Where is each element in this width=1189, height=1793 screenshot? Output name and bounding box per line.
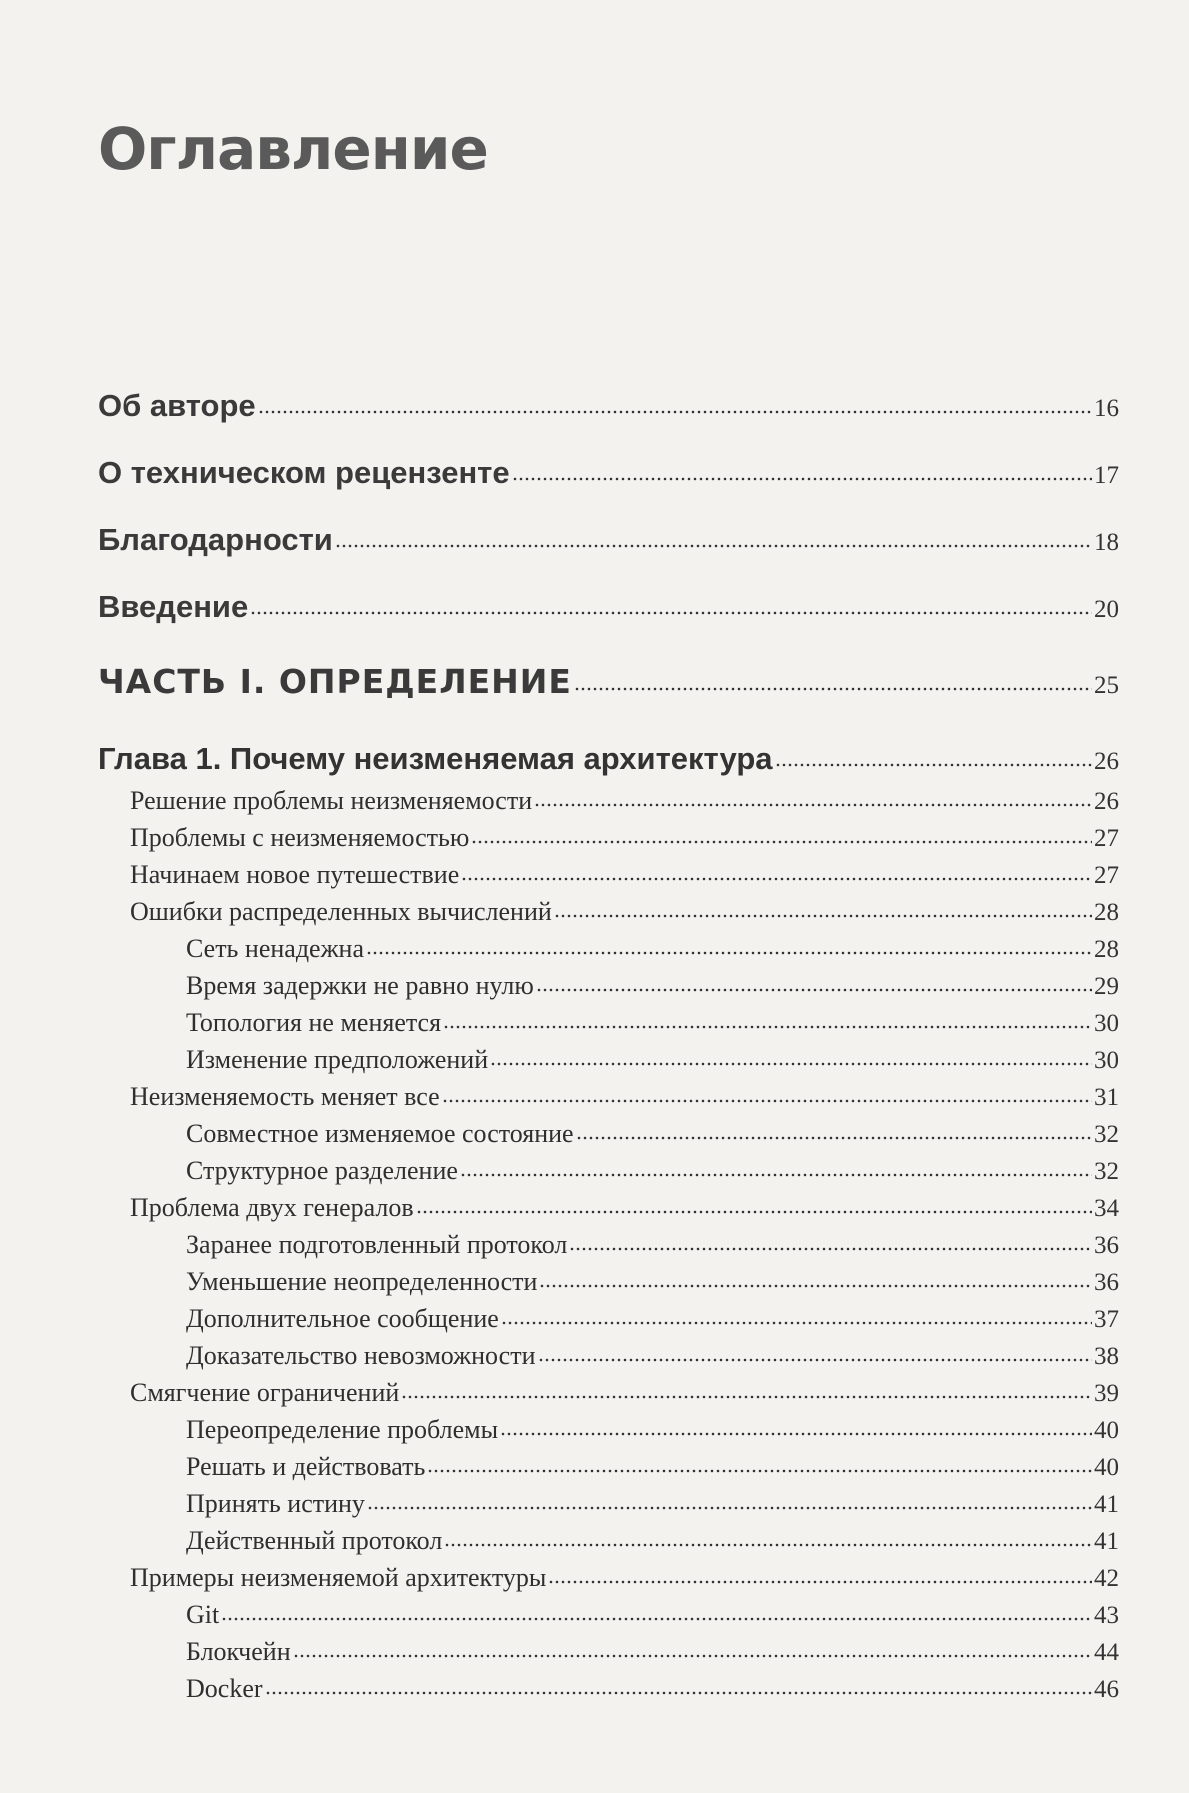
toc-subsection-entry[interactable] xyxy=(186,1341,1119,1371)
toc-entry-page: 20 xyxy=(1094,596,1119,623)
dot-leader xyxy=(501,1311,1092,1327)
dot-leader xyxy=(366,941,1092,957)
dot-leader xyxy=(461,867,1092,883)
toc-entry-page: 26 xyxy=(1094,788,1119,815)
toc-entry-label: Дополнительное сообщение xyxy=(186,1304,499,1333)
toc-section-entry[interactable] xyxy=(130,823,1119,853)
dot-leader xyxy=(500,1422,1092,1438)
dot-leader xyxy=(534,793,1092,809)
dot-leader xyxy=(554,904,1092,920)
toc-entry-label: Заранее подготовленный протокол xyxy=(186,1230,568,1259)
toc-entry-page: 36 xyxy=(1094,1232,1119,1259)
toc-entry-label: Структурное разделение xyxy=(186,1156,458,1185)
dot-leader xyxy=(401,1385,1092,1401)
dot-leader xyxy=(221,1607,1092,1623)
toc-entry-page: 41 xyxy=(1094,1528,1119,1555)
dot-leader xyxy=(250,601,1092,617)
toc-subsection-entry[interactable] xyxy=(186,1304,1119,1334)
toc-entry-page: 34 xyxy=(1094,1195,1119,1222)
toc-entry[interactable] xyxy=(98,455,1119,491)
toc-entry-label: Проблема двух генералов xyxy=(130,1193,414,1222)
dot-leader xyxy=(442,1089,1092,1105)
dot-leader xyxy=(490,1052,1092,1068)
toc-entry-label: Неизменяемость меняет все xyxy=(130,1082,440,1111)
toc-section-entry[interactable] xyxy=(130,786,1119,816)
toc-entry-label: Решать и действовать xyxy=(186,1452,426,1481)
toc-section-entry[interactable] xyxy=(130,1378,1119,1408)
toc-entry-label: Начинаем новое путешествие xyxy=(130,860,460,889)
dot-leader xyxy=(538,1348,1093,1364)
toc-entry-label: Изменение предположений xyxy=(186,1045,489,1074)
toc-subsection-entry[interactable] xyxy=(186,1008,1119,1038)
toc-entry-label: Проблемы с неизменяемостью xyxy=(130,823,470,852)
toc-entry-page: 18 xyxy=(1094,529,1119,556)
toc-section-entry[interactable] xyxy=(130,1563,1119,1593)
dot-leader xyxy=(574,677,1092,693)
toc-chapter-entry[interactable] xyxy=(98,741,1119,777)
toc-entry-label: Топология не меняется xyxy=(186,1008,442,1037)
toc-subsection-entry[interactable] xyxy=(186,1489,1119,1519)
toc-part-entry[interactable] xyxy=(98,662,1119,701)
toc-subsection-entry[interactable] xyxy=(186,1600,1119,1630)
toc-entry-label: Совместное изменяемое состояние xyxy=(186,1119,574,1148)
toc-entry-label: Действенный протокол xyxy=(186,1526,443,1555)
toc-entry-label: Сеть ненадежна xyxy=(186,934,365,963)
dot-leader xyxy=(536,978,1092,994)
toc-entry-label: ЧАСТЬ I. ОПРЕДЕЛЕНИЕ xyxy=(98,662,572,701)
toc-entry-label: Благодарности xyxy=(98,522,333,557)
toc-entry-page: 37 xyxy=(1094,1306,1119,1333)
toc-subsection-entry[interactable] xyxy=(186,1415,1119,1445)
toc-subsection-entry[interactable] xyxy=(186,1045,1119,1075)
toc-entry-page: 27 xyxy=(1094,862,1119,889)
toc-entry-page: 38 xyxy=(1094,1343,1119,1370)
toc-entry-page: 41 xyxy=(1094,1491,1119,1518)
toc-entry-label: Переопределение проблемы xyxy=(186,1415,499,1444)
toc-entry-page: 28 xyxy=(1094,899,1119,926)
toc-section-entry[interactable] xyxy=(130,897,1119,927)
dot-leader xyxy=(416,1200,1092,1216)
toc-entry-label: О техническом рецензенте xyxy=(98,455,510,490)
toc-entry-label: Примеры неизменяемой архитектуры xyxy=(130,1563,547,1592)
toc-subsection-entry[interactable] xyxy=(186,1119,1119,1149)
toc-entry-page: 26 xyxy=(1094,748,1119,775)
toc-subsection-entry[interactable] xyxy=(186,934,1119,964)
toc-entry-page: 30 xyxy=(1094,1047,1119,1074)
toc-entry[interactable] xyxy=(98,589,1119,625)
toc-entry-label: Блокчейн xyxy=(186,1637,291,1666)
toc-entry-label: Решение проблемы неизменяемости xyxy=(130,786,533,815)
toc-entry-page: 25 xyxy=(1094,672,1119,699)
toc-entry-label: Docker xyxy=(186,1674,263,1703)
dot-leader xyxy=(576,1126,1092,1142)
dot-leader xyxy=(569,1237,1092,1253)
toc-entry-label: Принять истину xyxy=(186,1489,365,1518)
toc-entry-label: Об авторе xyxy=(98,388,256,423)
dot-leader xyxy=(775,753,1093,769)
dot-leader xyxy=(293,1644,1092,1660)
toc-section-entry[interactable] xyxy=(130,1082,1119,1112)
dot-leader xyxy=(427,1459,1092,1475)
toc-entry[interactable] xyxy=(98,522,1119,558)
toc-entry-label: Смягчение ограничений xyxy=(130,1378,400,1407)
dot-leader xyxy=(265,1681,1092,1697)
toc-section-entry[interactable] xyxy=(130,1193,1119,1223)
dot-leader xyxy=(335,534,1092,550)
toc-entry-page: 28 xyxy=(1094,936,1119,963)
toc-entry-label: Доказательство невозможности xyxy=(186,1341,536,1370)
dot-leader xyxy=(367,1496,1092,1512)
toc-entry-label: Глава 1. Почему неизменяемая архитектура xyxy=(98,741,773,776)
toc-entry-page: 42 xyxy=(1094,1565,1119,1592)
toc-entry-page: 40 xyxy=(1094,1417,1119,1444)
dot-leader xyxy=(460,1163,1092,1179)
toc-subsection-entry[interactable] xyxy=(186,1156,1119,1186)
toc-entry-page: 40 xyxy=(1094,1454,1119,1481)
dot-leader xyxy=(444,1533,1092,1549)
toc-entry-page: 31 xyxy=(1094,1084,1119,1111)
dot-leader xyxy=(539,1274,1092,1290)
toc-subsection-entry[interactable] xyxy=(186,1674,1119,1704)
toc-entry-page: 16 xyxy=(1094,395,1119,422)
toc-entry-page: 32 xyxy=(1094,1121,1119,1148)
dot-leader xyxy=(471,830,1092,846)
toc-entry-page: 46 xyxy=(1094,1676,1119,1703)
toc-entry-page: 44 xyxy=(1094,1639,1119,1666)
toc-subsection-entry[interactable] xyxy=(186,1452,1119,1482)
toc-subsection-entry[interactable] xyxy=(186,1637,1119,1667)
toc-entry-page: 30 xyxy=(1094,1010,1119,1037)
toc-subsection-entry[interactable] xyxy=(186,971,1119,1001)
toc-entry-label: Ошибки распределенных вычислений xyxy=(130,897,552,926)
toc-entry-page: 17 xyxy=(1094,462,1119,489)
dot-leader xyxy=(258,400,1092,416)
toc-subsection-entry[interactable] xyxy=(186,1267,1119,1297)
toc-entry-page: 27 xyxy=(1094,825,1119,852)
dot-leader xyxy=(548,1570,1092,1586)
toc-subsection-entry[interactable] xyxy=(186,1526,1119,1556)
toc-entry-label: Время задержки не равно нулю xyxy=(186,971,534,1000)
toc-entry-label: Уменьшение неопределенности xyxy=(186,1267,538,1296)
toc-entry-page: 36 xyxy=(1094,1269,1119,1296)
page-title: Оглавление xyxy=(98,115,488,183)
toc-entry-label: Git xyxy=(186,1600,220,1629)
toc-entry-page: 32 xyxy=(1094,1158,1119,1185)
toc-entry-page: 29 xyxy=(1094,973,1119,1000)
toc-entry-page: 43 xyxy=(1094,1602,1119,1629)
toc-entry-page: 39 xyxy=(1094,1380,1119,1407)
toc-section-entry[interactable] xyxy=(130,860,1119,890)
toc-subsection-entry[interactable] xyxy=(186,1230,1119,1260)
toc-entry[interactable] xyxy=(98,388,1119,424)
toc-entry-label: Введение xyxy=(98,589,249,624)
dot-leader xyxy=(443,1015,1092,1031)
dot-leader xyxy=(512,467,1092,483)
